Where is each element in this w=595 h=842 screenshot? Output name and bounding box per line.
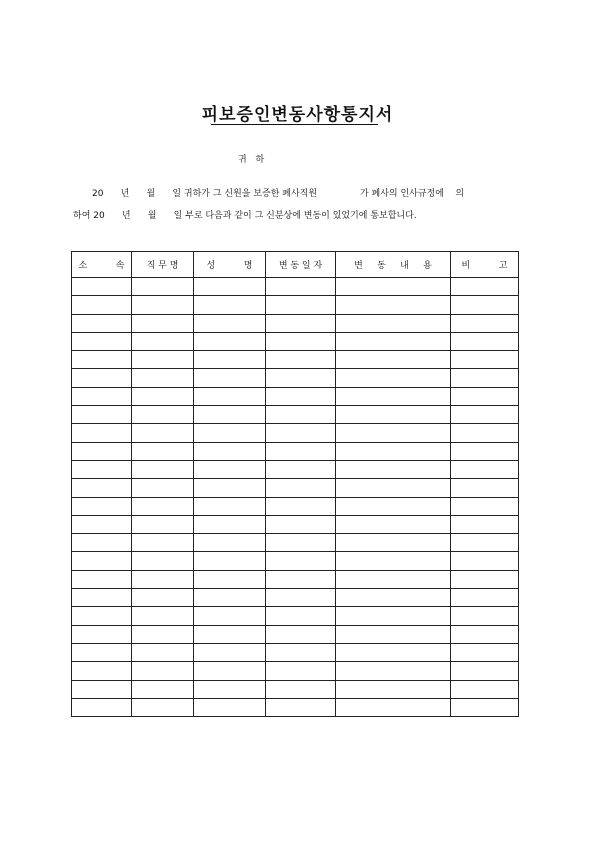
table-cell	[336, 460, 451, 478]
table-cell	[336, 570, 451, 588]
table-cell	[194, 278, 266, 296]
table-cell	[266, 369, 336, 387]
table-row	[72, 534, 519, 552]
table-cell	[194, 387, 266, 405]
table-cell	[336, 497, 451, 515]
table-row	[72, 515, 519, 533]
table-cell	[194, 589, 266, 607]
table-cell	[336, 442, 451, 460]
table-cell	[451, 662, 519, 680]
table-cell	[266, 698, 336, 716]
table-cell	[451, 278, 519, 296]
table-cell	[266, 680, 336, 698]
table-cell	[266, 607, 336, 625]
table-row	[72, 570, 519, 588]
table-cell	[72, 607, 132, 625]
table-cell	[336, 607, 451, 625]
table-cell	[266, 296, 336, 314]
table-cell	[451, 534, 519, 552]
table-cell	[132, 314, 194, 332]
table-cell	[194, 515, 266, 533]
table-cell	[194, 296, 266, 314]
table-cell	[72, 534, 132, 552]
table-cell	[72, 698, 132, 716]
table-cell	[194, 460, 266, 478]
table-row	[72, 369, 519, 387]
table-cell	[451, 680, 519, 698]
table-cell	[266, 515, 336, 533]
table-cell	[132, 662, 194, 680]
table-cell	[266, 424, 336, 442]
table-cell	[266, 589, 336, 607]
table-cell	[132, 406, 194, 424]
table-cell	[336, 552, 451, 570]
table-cell	[336, 515, 451, 533]
table-cell	[72, 387, 132, 405]
table-cell	[451, 424, 519, 442]
table-cell	[72, 497, 132, 515]
table-cell	[266, 643, 336, 661]
table-cell	[336, 424, 451, 442]
table-cell	[266, 351, 336, 369]
table-cell	[132, 369, 194, 387]
table-cell	[132, 534, 194, 552]
table-cell	[194, 442, 266, 460]
header-change-date: 변 동 일 자	[266, 252, 336, 278]
table-cell	[132, 680, 194, 698]
table-cell	[336, 278, 451, 296]
table-cell	[72, 479, 132, 497]
body-text-line-2: 하여 20 년 월 일 부로 다음과 같이 그 신분상에 변동이 있었기에 통보합니다.	[73, 211, 417, 221]
table-cell	[132, 643, 194, 661]
table-cell	[72, 515, 132, 533]
table-row	[72, 607, 519, 625]
table-cell	[451, 460, 519, 478]
table-cell	[336, 698, 451, 716]
header-affiliation: 소 속	[72, 252, 132, 278]
table-cell	[72, 680, 132, 698]
table-cell	[336, 643, 451, 661]
table-cell	[451, 570, 519, 588]
table-cell	[336, 296, 451, 314]
table-cell	[72, 296, 132, 314]
table-row	[72, 643, 519, 661]
table-row	[72, 479, 519, 497]
table-cell	[72, 570, 132, 588]
table-cell	[72, 625, 132, 643]
body-text-line-1: 20 년 월 일 귀하가 그 신원을 보증한 폐사직원 가 폐사의 인사규정에 의	[92, 189, 465, 199]
table-cell	[72, 643, 132, 661]
table-row	[72, 387, 519, 405]
table-cell	[451, 479, 519, 497]
table-cell	[72, 369, 132, 387]
table-cell	[336, 625, 451, 643]
table-cell	[194, 351, 266, 369]
table-cell	[132, 698, 194, 716]
table-cell	[266, 534, 336, 552]
table-row	[72, 332, 519, 350]
table-cell	[336, 332, 451, 350]
table-cell	[266, 479, 336, 497]
table-cell	[132, 607, 194, 625]
table-cell	[132, 332, 194, 350]
table-cell	[72, 424, 132, 442]
table-cell	[451, 351, 519, 369]
table-cell	[194, 625, 266, 643]
table-cell	[451, 406, 519, 424]
table-body	[72, 278, 519, 717]
table-row	[72, 698, 519, 716]
table-cell	[266, 497, 336, 515]
table-cell	[194, 479, 266, 497]
table-cell	[336, 369, 451, 387]
table-cell	[451, 332, 519, 350]
table-row	[72, 351, 519, 369]
table-cell	[72, 442, 132, 460]
table-cell	[451, 515, 519, 533]
table-cell	[132, 552, 194, 570]
table-cell	[194, 369, 266, 387]
table-row	[72, 424, 519, 442]
table-cell	[194, 332, 266, 350]
table-cell	[451, 442, 519, 460]
table-cell	[336, 479, 451, 497]
table-row	[72, 552, 519, 570]
table-cell	[194, 643, 266, 661]
table-cell	[451, 643, 519, 661]
table-cell	[266, 314, 336, 332]
table-cell	[266, 278, 336, 296]
table-cell	[336, 387, 451, 405]
table-row	[72, 278, 519, 296]
table-cell	[194, 570, 266, 588]
table-cell	[194, 497, 266, 515]
table-cell	[72, 351, 132, 369]
table-cell	[451, 296, 519, 314]
table-cell	[72, 406, 132, 424]
table-cell	[194, 552, 266, 570]
table-row	[72, 680, 519, 698]
table-cell	[132, 296, 194, 314]
table-cell	[194, 314, 266, 332]
table-cell	[266, 662, 336, 680]
table-cell	[266, 406, 336, 424]
table-cell	[132, 351, 194, 369]
header-name: 성 명	[194, 252, 266, 278]
table-cell	[336, 680, 451, 698]
table-cell	[451, 387, 519, 405]
table-cell	[266, 387, 336, 405]
table-cell	[132, 278, 194, 296]
table-cell	[451, 497, 519, 515]
table-cell	[336, 662, 451, 680]
table-cell	[194, 698, 266, 716]
table-cell	[72, 662, 132, 680]
table-row	[72, 296, 519, 314]
header-job-title: 직 무 명	[132, 252, 194, 278]
document-title: 피보증인변동사항통지서	[201, 105, 394, 125]
table-cell	[132, 387, 194, 405]
table-cell	[72, 552, 132, 570]
table-cell	[194, 534, 266, 552]
table-cell	[266, 442, 336, 460]
table-cell	[132, 460, 194, 478]
table-row	[72, 406, 519, 424]
table-cell	[451, 607, 519, 625]
table-row	[72, 589, 519, 607]
table-cell	[451, 589, 519, 607]
table-cell	[132, 515, 194, 533]
table-cell	[451, 698, 519, 716]
title-underline	[211, 124, 378, 125]
table-cell	[132, 479, 194, 497]
table-row	[72, 662, 519, 680]
table-cell	[266, 460, 336, 478]
table-row	[72, 460, 519, 478]
table-cell	[194, 424, 266, 442]
table-cell	[451, 625, 519, 643]
table-cell	[132, 570, 194, 588]
table-cell	[194, 607, 266, 625]
table-cell	[266, 570, 336, 588]
table-cell	[336, 534, 451, 552]
table-cell	[132, 497, 194, 515]
table-cell	[266, 625, 336, 643]
recipient-line: 귀 하	[238, 155, 265, 165]
table-cell	[336, 351, 451, 369]
header-remarks: 비 고	[451, 252, 519, 278]
table-cell	[266, 332, 336, 350]
table-cell	[72, 460, 132, 478]
table-cell	[132, 442, 194, 460]
header-change-details: 변 동 내 용	[336, 252, 451, 278]
table-cell	[72, 278, 132, 296]
table-cell	[336, 314, 451, 332]
table-cell	[266, 552, 336, 570]
table-cell	[72, 314, 132, 332]
table-row	[72, 442, 519, 460]
table-cell	[336, 589, 451, 607]
table-row	[72, 625, 519, 643]
table-header-row	[72, 252, 519, 278]
table-cell	[451, 369, 519, 387]
table-cell	[336, 406, 451, 424]
table-cell	[72, 332, 132, 350]
table-cell	[451, 314, 519, 332]
table-cell	[194, 662, 266, 680]
table-row	[72, 497, 519, 515]
table-cell	[132, 424, 194, 442]
table-cell	[132, 625, 194, 643]
table-cell	[451, 552, 519, 570]
change-record-table	[71, 251, 519, 717]
table-cell	[72, 589, 132, 607]
table-cell	[194, 680, 266, 698]
table-row	[72, 314, 519, 332]
table-cell	[132, 589, 194, 607]
table-cell	[194, 406, 266, 424]
